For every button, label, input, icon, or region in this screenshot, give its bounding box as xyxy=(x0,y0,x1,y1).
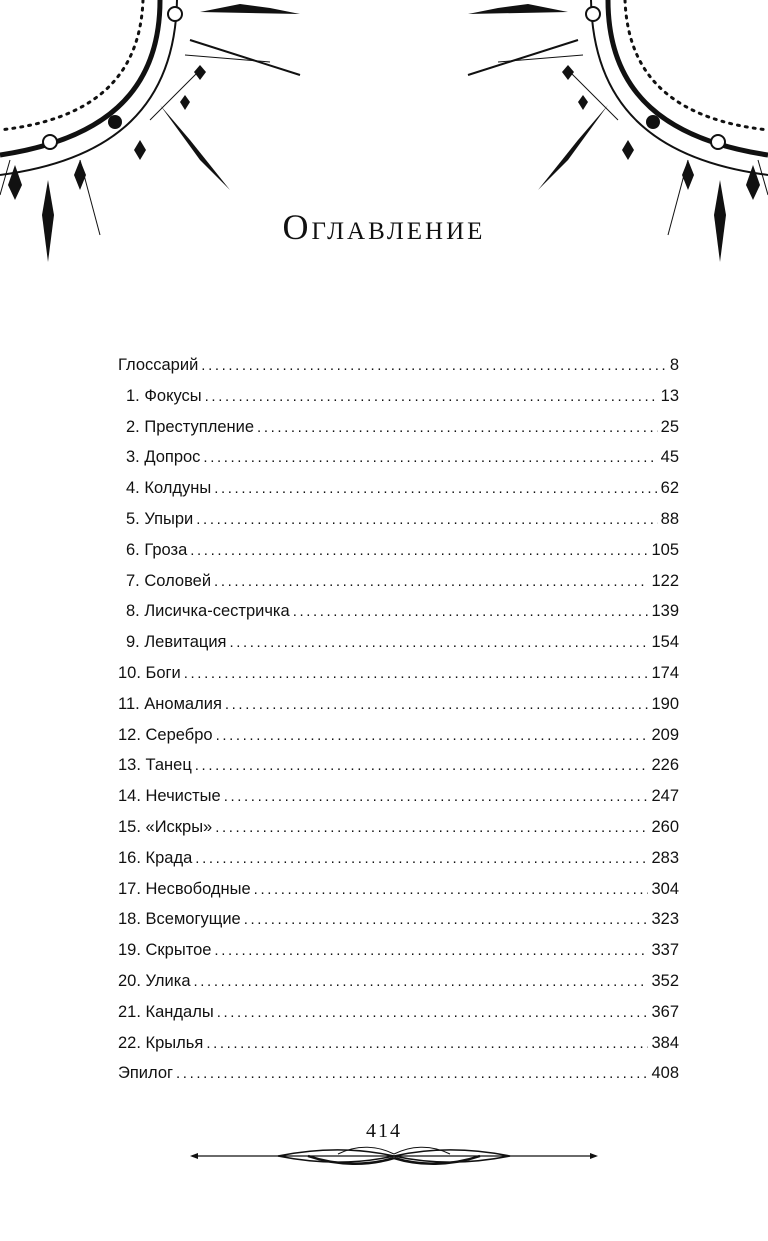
toc-entry-page: 367 xyxy=(651,1002,679,1021)
toc-entry-label: Эпилог xyxy=(118,1064,174,1083)
toc-entry-label: 7. Соловей xyxy=(126,571,212,590)
toc-entry-page: 154 xyxy=(651,633,679,652)
toc-entry-label: Глоссарий xyxy=(118,356,199,374)
toc-entry-page: 190 xyxy=(651,694,679,713)
toc-entry[interactable] xyxy=(118,356,679,387)
toc-entry[interactable] xyxy=(118,418,679,449)
toc-entry-page: 247 xyxy=(651,787,679,806)
toc-entry[interactable] xyxy=(118,1003,679,1034)
toc-entry-page: 62 xyxy=(660,479,679,498)
toc-entry-page: 174 xyxy=(651,663,679,682)
leader-dots xyxy=(244,911,649,928)
toc-entry-label: 19. Скрытое xyxy=(118,941,212,960)
flourish-divider xyxy=(188,1142,600,1172)
leader-dots xyxy=(254,881,649,898)
toc-entry-page: 337 xyxy=(651,941,679,960)
toc-entry[interactable] xyxy=(118,756,679,787)
toc-entry-label: 15. «Искры» xyxy=(118,817,213,836)
toc-entry-label: 11. Аномалия xyxy=(118,694,222,713)
toc-entry[interactable] xyxy=(118,602,679,633)
page-title: Оглавление xyxy=(282,207,486,247)
leader-dots xyxy=(196,511,657,528)
toc-entry-label: 17. Несвободные xyxy=(118,879,251,898)
leader-dots xyxy=(206,1035,648,1052)
leader-dots xyxy=(216,727,649,744)
toc-entry[interactable] xyxy=(118,849,679,880)
leader-dots xyxy=(201,357,667,374)
leader-dots xyxy=(229,634,648,651)
toc-entry-label: 10. Боги xyxy=(118,663,181,682)
toc-entry-page: 209 xyxy=(651,725,679,744)
toc-entry-label: 21. Кандалы xyxy=(118,1002,214,1021)
toc-entry-page: 8 xyxy=(669,356,679,374)
toc-entry-page: 13 xyxy=(660,386,679,405)
toc-entry-label: 12. Серебро xyxy=(118,725,213,744)
toc-entry[interactable] xyxy=(118,818,679,849)
toc-entry-label: 6. Гроза xyxy=(126,540,188,559)
toc-entry-label: 16. Крада xyxy=(118,848,193,867)
toc-entry-label: 2. Преступление xyxy=(126,417,255,436)
toc-entry-page: 226 xyxy=(651,756,679,775)
toc-entry[interactable] xyxy=(118,787,679,818)
toc-entry-page: 122 xyxy=(651,571,679,590)
toc-entry-page: 304 xyxy=(651,879,679,898)
toc-entry-page: 260 xyxy=(651,817,679,836)
toc-entry-page: 408 xyxy=(651,1064,679,1083)
toc-entry[interactable] xyxy=(118,448,679,479)
toc-entry[interactable] xyxy=(118,1064,679,1095)
toc-entry-page: 25 xyxy=(660,417,679,436)
toc-entry-label: 9. Левитация xyxy=(126,633,227,652)
leader-dots xyxy=(176,1065,648,1082)
page-number: 414 xyxy=(366,1120,402,1142)
table-of-contents xyxy=(118,356,679,1095)
toc-entry-label: 18. Всемогущие xyxy=(118,910,241,929)
leader-dots xyxy=(224,788,649,805)
toc-entry[interactable] xyxy=(118,510,679,541)
toc-entry[interactable] xyxy=(118,541,679,572)
toc-entry[interactable] xyxy=(118,1034,679,1065)
toc-entry-page: 352 xyxy=(651,971,679,990)
toc-entry[interactable] xyxy=(118,726,679,757)
toc-entry[interactable] xyxy=(118,910,679,941)
leader-dots xyxy=(190,542,648,559)
leader-dots xyxy=(214,573,648,590)
leader-dots xyxy=(184,665,649,682)
toc-entry[interactable] xyxy=(118,572,679,603)
leader-dots xyxy=(195,757,649,774)
toc-entry[interactable] xyxy=(118,880,679,911)
toc-entry-page: 283 xyxy=(651,848,679,867)
toc-entry-label: 13. Танец xyxy=(118,756,192,775)
toc-entry-label: 5. Упыри xyxy=(126,509,194,528)
leader-dots xyxy=(203,449,657,466)
toc-entry-label: 3. Допрос xyxy=(126,448,201,467)
toc-entry-label: 1. Фокусы xyxy=(126,386,202,405)
leader-dots xyxy=(214,480,657,497)
toc-entry[interactable] xyxy=(118,479,679,510)
toc-entry-page: 384 xyxy=(651,1033,679,1052)
toc-entry[interactable] xyxy=(118,695,679,726)
leader-dots xyxy=(205,388,658,405)
leader-dots xyxy=(293,603,649,620)
leader-dots xyxy=(257,419,658,436)
leader-dots xyxy=(194,973,649,990)
toc-entry-label: 22. Крылья xyxy=(118,1033,204,1052)
toc-entry-page: 139 xyxy=(651,602,679,621)
toc-entry[interactable] xyxy=(118,941,679,972)
leader-dots xyxy=(195,850,648,867)
leader-dots xyxy=(214,942,648,959)
leader-dots xyxy=(215,819,648,836)
leader-dots xyxy=(217,1004,649,1021)
toc-entry-page: 323 xyxy=(651,910,679,929)
toc-entry-label: 4. Колдуны xyxy=(126,479,212,498)
toc-entry-label: 20. Улика xyxy=(118,971,191,990)
toc-entry-label: 8. Лисичка-сестричка xyxy=(126,602,290,621)
toc-entry-page: 105 xyxy=(651,540,679,559)
toc-entry[interactable] xyxy=(118,664,679,695)
toc-entry[interactable] xyxy=(118,633,679,664)
toc-entry[interactable] xyxy=(118,387,679,418)
toc-entry-label: 14. Нечистые xyxy=(118,787,221,806)
toc-entry[interactable] xyxy=(118,972,679,1003)
toc-entry-page: 88 xyxy=(660,509,679,528)
toc-entry-page: 45 xyxy=(660,448,679,467)
leader-dots xyxy=(225,696,649,713)
